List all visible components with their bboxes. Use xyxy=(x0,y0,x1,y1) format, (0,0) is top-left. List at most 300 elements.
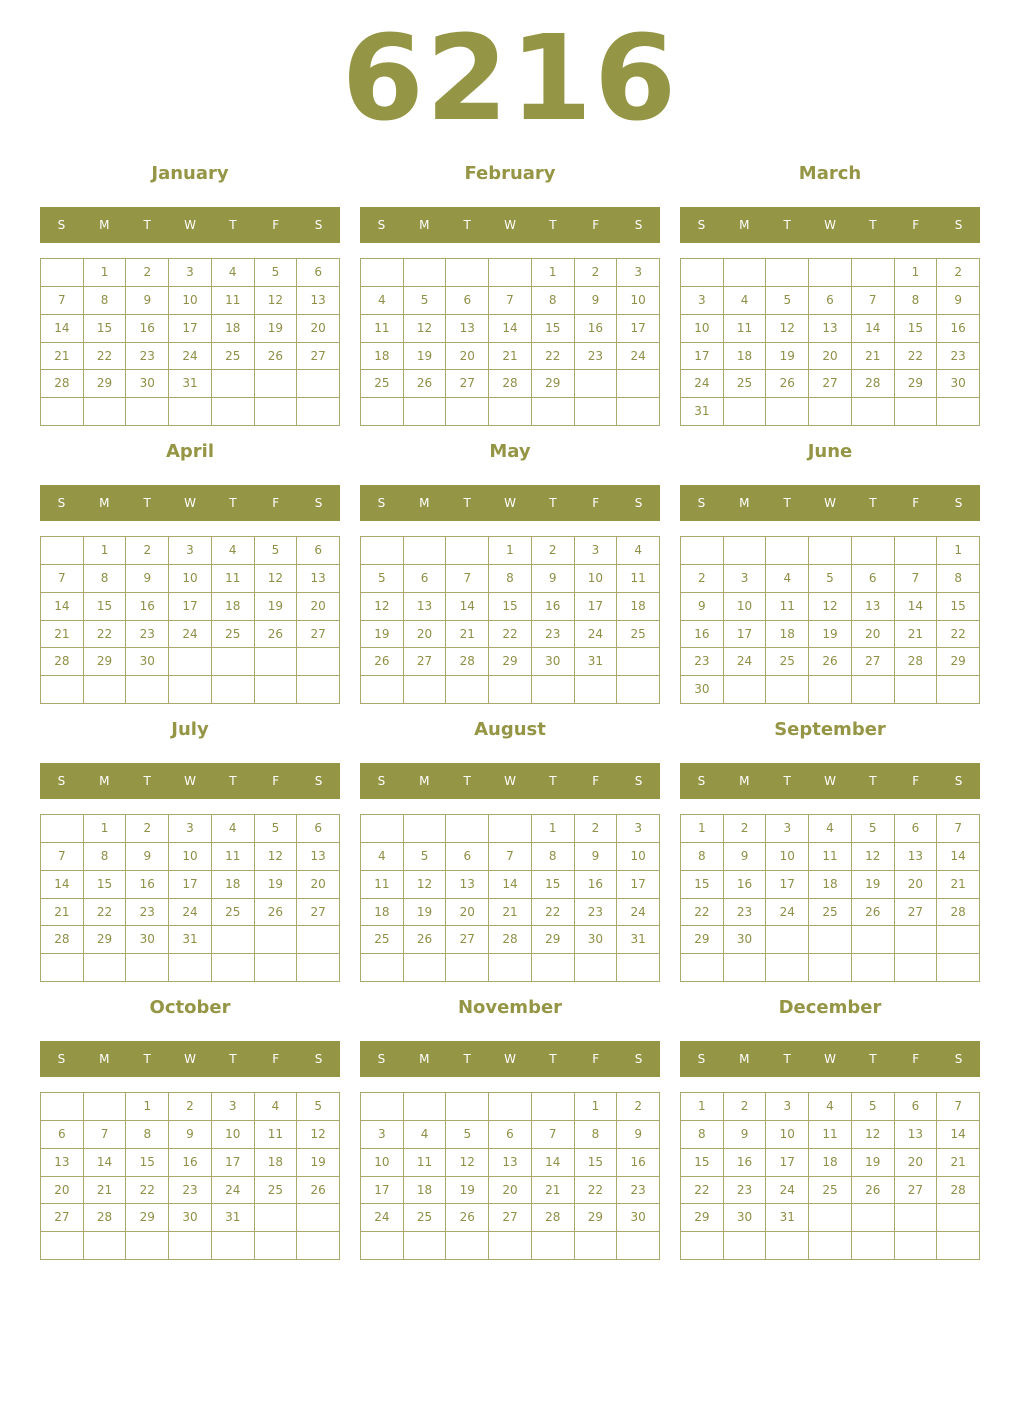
day-cell: 9 xyxy=(575,843,618,871)
weekday-label: W xyxy=(824,774,836,788)
weekday-label: T xyxy=(143,774,151,788)
day-cell: 27 xyxy=(297,899,340,927)
day-cell: 21 xyxy=(937,1149,980,1177)
day-cell: 20 xyxy=(895,871,938,899)
day-cell: 28 xyxy=(41,648,84,676)
day-cell: 16 xyxy=(126,315,169,343)
day-cell: 13 xyxy=(446,315,489,343)
empty-day-cell xyxy=(446,815,489,843)
weekday-label: S xyxy=(57,218,66,232)
day-cell: 25 xyxy=(212,899,255,927)
day-cell: 31 xyxy=(169,370,212,398)
day-cell: 31 xyxy=(617,926,660,954)
day-cell: 6 xyxy=(297,815,340,843)
empty-day-cell xyxy=(446,1232,489,1260)
empty-day-cell xyxy=(41,1232,84,1260)
day-cell: 16 xyxy=(724,871,767,899)
day-cell: 1 xyxy=(126,1093,169,1121)
day-cell: 4 xyxy=(212,259,255,287)
weekday-label: W xyxy=(824,496,836,510)
day-cell: 12 xyxy=(404,315,447,343)
empty-day-cell xyxy=(895,926,938,954)
day-cell: 26 xyxy=(766,370,809,398)
day-cell: 8 xyxy=(84,287,127,315)
day-cell: 1 xyxy=(681,1093,724,1121)
empty-day-cell xyxy=(84,398,127,426)
day-cell: 13 xyxy=(489,1149,532,1177)
day-cell: 7 xyxy=(41,565,84,593)
empty-day-cell xyxy=(446,676,489,704)
day-cell: 10 xyxy=(169,565,212,593)
day-grid xyxy=(40,1092,340,1260)
day-cell: 30 xyxy=(169,1204,212,1232)
empty-day-cell xyxy=(446,537,489,565)
weekday-label: S xyxy=(697,1052,706,1066)
empty-day-cell xyxy=(575,1232,618,1260)
day-cell: 28 xyxy=(489,926,532,954)
month-name: November xyxy=(457,997,563,1018)
day-cell: 8 xyxy=(489,565,532,593)
day-cell: 24 xyxy=(681,370,724,398)
day-cell: 17 xyxy=(724,621,767,649)
weekday-header xyxy=(40,1041,340,1077)
months-grid xyxy=(40,160,980,1270)
day-cell: 18 xyxy=(766,621,809,649)
day-cell: 11 xyxy=(617,565,660,593)
day-cell: 19 xyxy=(852,1149,895,1177)
empty-day-cell xyxy=(212,1232,255,1260)
day-cell: 10 xyxy=(766,843,809,871)
day-cell: 1 xyxy=(575,1093,618,1121)
empty-day-cell xyxy=(809,537,852,565)
day-cell: 13 xyxy=(404,593,447,621)
day-cell: 14 xyxy=(532,1149,575,1177)
empty-day-cell xyxy=(255,648,298,676)
weekday-label: F xyxy=(272,1052,280,1066)
day-cell: 21 xyxy=(446,621,489,649)
weekday-label: S xyxy=(634,1052,643,1066)
empty-day-cell xyxy=(617,1232,660,1260)
weekday-label: T xyxy=(869,1052,877,1066)
weekday-label: M xyxy=(99,1052,110,1066)
empty-day-cell xyxy=(617,954,660,982)
empty-day-cell xyxy=(766,676,809,704)
weekday-label: T xyxy=(783,218,791,232)
day-cell: 4 xyxy=(212,537,255,565)
weekday-label: T xyxy=(143,1052,151,1066)
day-cell: 19 xyxy=(446,1177,489,1205)
day-cell: 31 xyxy=(766,1204,809,1232)
weekday-label: T xyxy=(549,774,557,788)
empty-day-cell xyxy=(766,1232,809,1260)
day-cell: 17 xyxy=(361,1177,404,1205)
day-cell: 21 xyxy=(41,899,84,927)
empty-day-cell xyxy=(681,954,724,982)
day-cell: 8 xyxy=(532,287,575,315)
weekday-label: T xyxy=(463,496,471,510)
day-cell: 27 xyxy=(852,648,895,676)
day-cell: 9 xyxy=(126,565,169,593)
weekday-label: S xyxy=(377,496,386,510)
day-cell: 1 xyxy=(84,815,127,843)
day-cell: 14 xyxy=(446,593,489,621)
day-cell: 17 xyxy=(169,871,212,899)
empty-day-cell xyxy=(41,259,84,287)
day-cell: 11 xyxy=(724,315,767,343)
weekday-header xyxy=(360,763,660,799)
day-cell: 4 xyxy=(361,287,404,315)
day-cell: 10 xyxy=(212,1121,255,1149)
day-cell: 19 xyxy=(255,593,298,621)
day-cell: 10 xyxy=(766,1121,809,1149)
weekday-label: S xyxy=(634,774,643,788)
empty-day-cell xyxy=(489,1232,532,1260)
day-cell: 22 xyxy=(532,899,575,927)
empty-day-cell xyxy=(404,259,447,287)
weekday-label: M xyxy=(99,774,110,788)
day-cell: 24 xyxy=(361,1204,404,1232)
empty-day-cell xyxy=(575,954,618,982)
day-cell: 12 xyxy=(852,1121,895,1149)
day-cell: 16 xyxy=(532,593,575,621)
weekday-header xyxy=(360,1041,660,1077)
weekday-label: S xyxy=(954,774,963,788)
day-cell: 12 xyxy=(852,843,895,871)
month-name: October xyxy=(149,997,231,1018)
day-cell: 12 xyxy=(809,593,852,621)
day-cell: 26 xyxy=(255,899,298,927)
empty-day-cell xyxy=(895,954,938,982)
day-cell: 20 xyxy=(809,343,852,371)
weekday-label: T xyxy=(463,774,471,788)
empty-day-cell xyxy=(126,676,169,704)
empty-day-cell xyxy=(724,259,767,287)
day-cell: 12 xyxy=(255,287,298,315)
weekday-label: S xyxy=(634,218,643,232)
weekday-label: S xyxy=(954,218,963,232)
empty-day-cell xyxy=(255,1204,298,1232)
day-cell: 9 xyxy=(681,593,724,621)
day-grid xyxy=(680,814,980,982)
day-cell: 21 xyxy=(532,1177,575,1205)
day-cell: 8 xyxy=(895,287,938,315)
weekday-label: S xyxy=(377,218,386,232)
day-cell: 3 xyxy=(575,537,618,565)
day-cell: 7 xyxy=(937,1093,980,1121)
day-cell: 26 xyxy=(809,648,852,676)
day-cell: 31 xyxy=(212,1204,255,1232)
empty-day-cell xyxy=(361,537,404,565)
day-cell: 29 xyxy=(681,1204,724,1232)
empty-day-cell xyxy=(126,954,169,982)
weekday-label: F xyxy=(592,1052,600,1066)
day-cell: 28 xyxy=(937,899,980,927)
empty-day-cell xyxy=(532,1093,575,1121)
day-cell: 29 xyxy=(532,370,575,398)
empty-day-cell xyxy=(41,398,84,426)
day-cell: 3 xyxy=(766,815,809,843)
day-cell: 30 xyxy=(724,1204,767,1232)
day-cell: 16 xyxy=(126,871,169,899)
day-cell: 22 xyxy=(84,899,127,927)
day-cell: 19 xyxy=(766,343,809,371)
day-cell: 28 xyxy=(41,370,84,398)
day-cell: 23 xyxy=(169,1177,212,1205)
day-cell: 12 xyxy=(255,565,298,593)
month-april xyxy=(40,438,340,708)
day-cell: 2 xyxy=(617,1093,660,1121)
empty-day-cell xyxy=(361,1232,404,1260)
month-september xyxy=(680,716,980,986)
day-cell: 25 xyxy=(617,621,660,649)
day-cell: 13 xyxy=(446,871,489,899)
day-cell: 27 xyxy=(895,899,938,927)
day-cell: 20 xyxy=(446,343,489,371)
day-cell: 13 xyxy=(41,1149,84,1177)
day-cell: 19 xyxy=(809,621,852,649)
day-cell: 16 xyxy=(937,315,980,343)
day-cell: 19 xyxy=(404,899,447,927)
day-cell: 10 xyxy=(617,843,660,871)
weekday-label: W xyxy=(504,496,516,510)
empty-day-cell xyxy=(852,1232,895,1260)
day-cell: 16 xyxy=(681,621,724,649)
weekday-label: S xyxy=(314,496,323,510)
day-cell: 23 xyxy=(575,343,618,371)
day-cell: 12 xyxy=(297,1121,340,1149)
day-cell: 21 xyxy=(852,343,895,371)
day-cell: 14 xyxy=(41,871,84,899)
day-cell: 10 xyxy=(575,565,618,593)
empty-day-cell xyxy=(297,370,340,398)
empty-day-cell xyxy=(937,1232,980,1260)
day-cell: 7 xyxy=(489,287,532,315)
day-cell: 17 xyxy=(212,1149,255,1177)
day-cell: 18 xyxy=(212,871,255,899)
day-cell: 13 xyxy=(297,565,340,593)
day-cell: 21 xyxy=(84,1177,127,1205)
day-cell: 29 xyxy=(126,1204,169,1232)
day-cell: 25 xyxy=(255,1177,298,1205)
day-cell: 5 xyxy=(404,287,447,315)
day-cell: 15 xyxy=(895,315,938,343)
day-cell: 6 xyxy=(446,287,489,315)
day-cell: 3 xyxy=(169,815,212,843)
weekday-label: F xyxy=(912,1052,920,1066)
day-cell: 26 xyxy=(446,1204,489,1232)
day-cell: 21 xyxy=(489,343,532,371)
day-cell: 24 xyxy=(212,1177,255,1205)
empty-day-cell xyxy=(532,954,575,982)
empty-day-cell xyxy=(895,537,938,565)
empty-day-cell xyxy=(681,537,724,565)
day-cell: 19 xyxy=(361,621,404,649)
day-cell: 23 xyxy=(937,343,980,371)
day-cell: 25 xyxy=(212,621,255,649)
empty-day-cell xyxy=(41,815,84,843)
empty-day-cell xyxy=(489,954,532,982)
day-cell: 16 xyxy=(617,1149,660,1177)
empty-day-cell xyxy=(41,537,84,565)
day-cell: 12 xyxy=(255,843,298,871)
weekday-label: T xyxy=(783,496,791,510)
month-february xyxy=(360,160,660,430)
day-cell: 6 xyxy=(895,1093,938,1121)
day-cell: 18 xyxy=(617,593,660,621)
day-cell: 25 xyxy=(724,370,767,398)
weekday-label: F xyxy=(912,774,920,788)
day-cell: 5 xyxy=(766,287,809,315)
day-cell: 29 xyxy=(84,370,127,398)
weekday-label: W xyxy=(184,1052,196,1066)
day-cell: 27 xyxy=(446,926,489,954)
empty-day-cell xyxy=(617,370,660,398)
weekday-label: F xyxy=(272,218,280,232)
day-cell: 20 xyxy=(489,1177,532,1205)
month-july xyxy=(40,716,340,986)
day-cell: 14 xyxy=(937,1121,980,1149)
day-cell: 7 xyxy=(41,287,84,315)
month-name: February xyxy=(464,163,556,184)
weekday-label: T xyxy=(229,496,237,510)
day-cell: 16 xyxy=(126,593,169,621)
day-cell: 21 xyxy=(937,871,980,899)
month-january xyxy=(40,160,340,430)
day-cell: 1 xyxy=(681,815,724,843)
day-cell: 5 xyxy=(297,1093,340,1121)
day-cell: 26 xyxy=(404,370,447,398)
day-cell: 1 xyxy=(84,537,127,565)
empty-day-cell xyxy=(212,370,255,398)
day-cell: 27 xyxy=(404,648,447,676)
empty-day-cell xyxy=(489,259,532,287)
day-cell: 11 xyxy=(212,565,255,593)
day-cell: 3 xyxy=(617,815,660,843)
day-cell: 29 xyxy=(489,648,532,676)
weekday-label: F xyxy=(592,218,600,232)
day-cell: 25 xyxy=(404,1204,447,1232)
empty-day-cell xyxy=(489,676,532,704)
day-cell: 2 xyxy=(532,537,575,565)
day-cell: 13 xyxy=(895,1121,938,1149)
day-cell: 4 xyxy=(809,1093,852,1121)
empty-day-cell xyxy=(852,537,895,565)
day-cell: 2 xyxy=(575,259,618,287)
day-grid xyxy=(680,258,980,426)
month-name: September xyxy=(774,719,886,740)
day-cell: 15 xyxy=(681,871,724,899)
empty-day-cell xyxy=(212,398,255,426)
empty-day-cell xyxy=(617,676,660,704)
day-cell: 12 xyxy=(446,1149,489,1177)
empty-day-cell xyxy=(126,1232,169,1260)
month-name: January xyxy=(151,163,229,184)
day-cell: 10 xyxy=(169,843,212,871)
weekday-label: T xyxy=(463,1052,471,1066)
empty-day-cell xyxy=(297,398,340,426)
weekday-label: M xyxy=(99,218,110,232)
weekday-label: T xyxy=(869,774,877,788)
weekday-label: F xyxy=(272,496,280,510)
day-cell: 14 xyxy=(852,315,895,343)
empty-day-cell xyxy=(446,398,489,426)
empty-day-cell xyxy=(446,1093,489,1121)
day-cell: 27 xyxy=(41,1204,84,1232)
day-cell: 9 xyxy=(532,565,575,593)
day-cell: 21 xyxy=(41,621,84,649)
day-cell: 17 xyxy=(681,343,724,371)
day-cell: 14 xyxy=(895,593,938,621)
empty-day-cell xyxy=(681,1232,724,1260)
day-cell: 15 xyxy=(84,871,127,899)
day-cell: 27 xyxy=(297,621,340,649)
day-grid xyxy=(40,814,340,982)
day-cell: 11 xyxy=(212,843,255,871)
day-cell: 27 xyxy=(809,370,852,398)
day-cell: 4 xyxy=(617,537,660,565)
day-cell: 23 xyxy=(532,621,575,649)
empty-day-cell xyxy=(681,259,724,287)
empty-day-cell xyxy=(852,398,895,426)
day-cell: 24 xyxy=(169,899,212,927)
empty-day-cell xyxy=(404,954,447,982)
day-cell: 26 xyxy=(361,648,404,676)
day-cell: 7 xyxy=(852,287,895,315)
day-cell: 26 xyxy=(404,926,447,954)
day-cell: 22 xyxy=(937,621,980,649)
empty-day-cell xyxy=(489,398,532,426)
day-cell: 18 xyxy=(361,899,404,927)
weekday-label: T xyxy=(229,218,237,232)
day-cell: 25 xyxy=(361,926,404,954)
day-cell: 23 xyxy=(617,1177,660,1205)
day-cell: 31 xyxy=(575,648,618,676)
month-may xyxy=(360,438,660,708)
day-cell: 3 xyxy=(169,259,212,287)
empty-day-cell xyxy=(766,537,809,565)
empty-day-cell xyxy=(809,676,852,704)
empty-day-cell xyxy=(255,1232,298,1260)
empty-day-cell xyxy=(41,676,84,704)
day-grid xyxy=(360,536,660,704)
day-cell: 17 xyxy=(169,593,212,621)
day-cell: 4 xyxy=(361,843,404,871)
weekday-label: S xyxy=(954,496,963,510)
weekday-label: W xyxy=(184,496,196,510)
empty-day-cell xyxy=(575,676,618,704)
weekday-label: W xyxy=(504,218,516,232)
day-cell: 3 xyxy=(169,537,212,565)
day-cell: 4 xyxy=(404,1121,447,1149)
empty-day-cell xyxy=(404,676,447,704)
empty-day-cell xyxy=(297,1204,340,1232)
weekday-label: S xyxy=(697,218,706,232)
day-cell: 18 xyxy=(404,1177,447,1205)
day-cell: 5 xyxy=(446,1121,489,1149)
day-cell: 14 xyxy=(489,315,532,343)
day-cell: 25 xyxy=(361,370,404,398)
day-cell: 30 xyxy=(575,926,618,954)
day-cell: 22 xyxy=(681,1177,724,1205)
empty-day-cell xyxy=(255,370,298,398)
day-cell: 8 xyxy=(126,1121,169,1149)
day-cell: 6 xyxy=(446,843,489,871)
day-cell: 11 xyxy=(766,593,809,621)
day-cell: 18 xyxy=(361,343,404,371)
day-cell: 31 xyxy=(681,398,724,426)
day-cell: 25 xyxy=(809,899,852,927)
day-cell: 30 xyxy=(126,648,169,676)
